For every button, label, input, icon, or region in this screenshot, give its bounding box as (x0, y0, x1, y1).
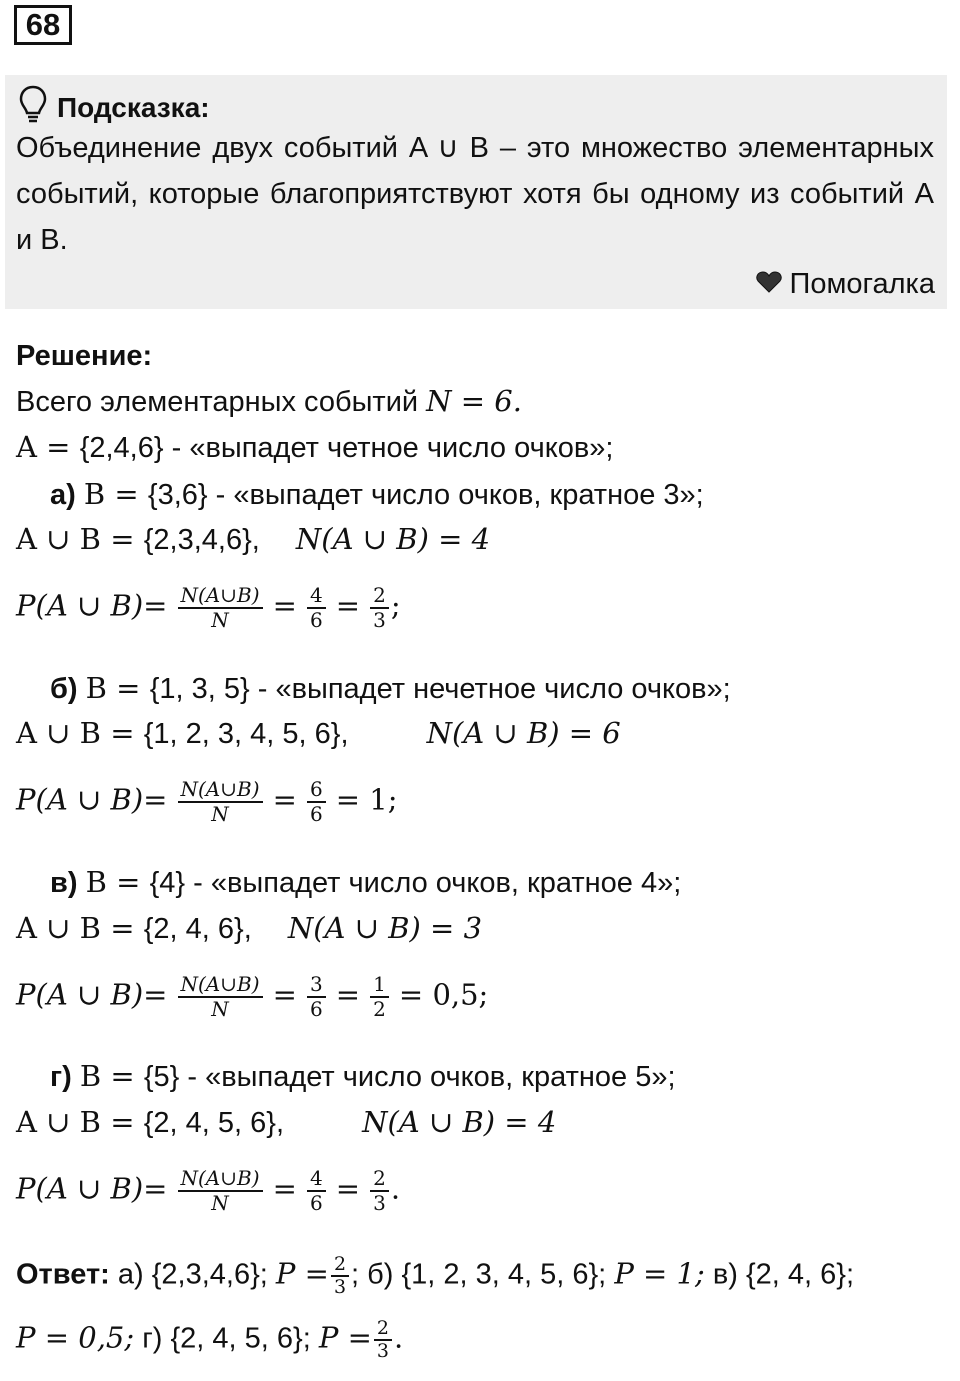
equals: = (272, 782, 297, 817)
answer-line-1 (16, 1254, 854, 1298)
lightbulb-icon (19, 85, 47, 130)
part-b-prob-line (16, 778, 398, 826)
frac-numerator: N(A∪B) (178, 1167, 263, 1192)
frac-denominator: N (211, 608, 229, 632)
frac-denominator: 6 (309, 1191, 323, 1215)
frac-numerator: N(A∪B) (178, 973, 263, 998)
part-a-fraction-formula (178, 584, 263, 632)
equals: = (272, 1171, 297, 1206)
part-d-union-set: {2, 4, 5, 6}, (143, 1107, 285, 1139)
part-b-fraction-value1 (307, 778, 326, 826)
part-b-prob-prefix: P(A ∪ B)= (16, 782, 168, 817)
frac-numerator: 2 (374, 1318, 392, 1341)
part-c-count: N(A ∪ B) = 3 (287, 911, 483, 945)
hint-text: Объединение двух событий A ∪ B – это множество элементарных событий, которые благоприятствуют хотя бы одному из событий A и B. (16, 132, 934, 256)
part-b-b-formula: B = (85, 671, 150, 705)
answer-d: г) {2, 4, 5, 6}; (134, 1322, 311, 1355)
frac-denominator: 6 (309, 608, 323, 632)
total-prefix: Всего элементарных событий (16, 386, 419, 418)
part-a-prob-line (16, 584, 401, 632)
part-b-union-formula: A ∪ B = (16, 716, 144, 750)
tail: = 1; (335, 782, 398, 817)
frac-denominator: 6 (309, 997, 323, 1021)
part-c-prob-prefix: P(A ∪ B)= (16, 977, 168, 1012)
hint-title-text: Подсказка: (57, 91, 210, 123)
frac-numerator: N(A∪B) (178, 584, 263, 609)
answer-b: ; б) {1, 2, 3, 4, 5, 6}; (351, 1258, 607, 1291)
set-a-line (16, 430, 613, 465)
part-c-b-formula: B = (85, 865, 150, 899)
frac-numerator: 6 (307, 778, 326, 803)
part-d-union-formula: A ∪ B = (16, 1105, 144, 1139)
frac-numerator: 2 (370, 584, 389, 609)
answer-a: а) {2,3,4,6}; (117, 1258, 268, 1291)
part-a-prob-prefix: P(A ∪ B)= (16, 588, 168, 623)
heart-icon (756, 268, 782, 301)
total-formula: N = 6. (426, 384, 522, 418)
set-a-text: {2,4,6} - «выпадет четное число очков»; (79, 432, 614, 464)
frac-numerator: 1 (370, 973, 389, 998)
part-d-union-line (16, 1105, 556, 1140)
frac-denominator: N (211, 997, 229, 1021)
part-d-b-line (50, 1059, 676, 1094)
part-d-fraction-value1 (307, 1167, 326, 1215)
answer-a-fraction (331, 1254, 349, 1298)
answer-d-fraction (374, 1318, 392, 1362)
part-c-b-line (50, 865, 681, 900)
part-a-union-set: {2,3,4,6}, (143, 524, 260, 556)
tail: . (390, 1171, 401, 1206)
helper-label: Помогалка (789, 268, 935, 300)
frac-numerator: 4 (307, 584, 326, 609)
equals: = (335, 977, 361, 1012)
equals: = (335, 588, 361, 623)
tail: ; (390, 588, 401, 623)
answer-d-tail: . (393, 1320, 404, 1355)
frac-denominator: 3 (333, 1276, 347, 1298)
part-a-union-line (16, 522, 490, 557)
answer-c: в) {2, 4, 6}; (704, 1258, 855, 1291)
tail: = 0,5; (398, 977, 489, 1012)
frac-numerator: N(A∪B) (178, 778, 263, 803)
part-c-union-set: {2, 4, 6}, (143, 913, 252, 945)
part-c-fraction-formula (178, 973, 263, 1021)
part-b-union-line (16, 716, 621, 751)
answer-line-2 (16, 1318, 403, 1362)
part-c-b-text: {4} - «выпадет число очков, кратное 4»; (149, 867, 682, 899)
answer-label: Ответ: (16, 1258, 110, 1291)
frac-denominator: N (211, 1191, 229, 1215)
part-d-prob-prefix: P(A ∪ B)= (16, 1171, 168, 1206)
part-d-b-formula: B = (79, 1059, 144, 1093)
part-a-b-text: {3,6} - «выпадет число очков, кратное 3»; (147, 479, 704, 511)
part-b-union-set: {1, 2, 3, 4, 5, 6}, (143, 718, 349, 750)
part-a-b-line (50, 477, 704, 512)
part-a-b-formula: B = (83, 477, 148, 511)
part-a-label: а) (50, 479, 76, 511)
answer-c-p: P = 0,5; (16, 1320, 135, 1355)
equals: = (272, 977, 297, 1012)
part-b-b-line (50, 671, 731, 706)
part-a-count: N(A ∪ B) = 4 (295, 522, 491, 556)
frac-denominator: 3 (373, 608, 386, 632)
answer-a-p: P = (275, 1256, 329, 1291)
part-c-fraction-value2 (370, 973, 389, 1021)
part-a-union-formula: A ∪ B = (16, 522, 144, 556)
part-c-fraction-value1 (307, 973, 326, 1021)
part-c-union-formula: A ∪ B = (16, 911, 144, 945)
part-d-prob-line (16, 1167, 400, 1215)
part-d-fraction-value2 (370, 1167, 389, 1215)
frac-denominator: 3 (376, 1340, 389, 1362)
part-c-prob-line (16, 973, 488, 1021)
part-b-label: б) (50, 673, 78, 705)
part-d-label: г) (50, 1061, 72, 1093)
frac-numerator: 2 (331, 1254, 349, 1277)
part-b-count: N(A ∪ B) = 6 (426, 716, 621, 750)
frac-denominator: 3 (373, 1191, 386, 1215)
hint-title (19, 85, 210, 130)
part-a-fraction-value1 (307, 584, 326, 632)
frac-denominator: 2 (373, 997, 386, 1021)
frac-numerator: 2 (370, 1167, 389, 1192)
frac-denominator: 6 (309, 802, 323, 826)
part-c-label: в) (50, 867, 78, 899)
total-line (16, 384, 522, 419)
hint-box (5, 75, 947, 309)
part-b-b-text: {1, 3, 5} - «выпадет нечетное число очков»; (149, 673, 731, 705)
equals: = (272, 588, 297, 623)
frac-numerator: 4 (307, 1167, 326, 1192)
part-d-fraction-formula (178, 1167, 263, 1215)
frac-denominator: N (211, 802, 229, 826)
part-d-count: N(A ∪ B) = 4 (362, 1105, 557, 1139)
part-b-fraction-formula (178, 778, 263, 826)
frac-numerator: 3 (307, 973, 326, 998)
part-a-fraction-value2 (370, 584, 389, 632)
helper-credit (756, 268, 935, 301)
solution-title: Решение: (16, 340, 153, 372)
equals: = (335, 1171, 361, 1206)
set-a-formula: A = (16, 430, 80, 464)
answer-b-p: P = 1; (614, 1256, 705, 1291)
part-d-b-text: {5} - «выпадет число очков, кратное 5»; (143, 1061, 676, 1093)
problem-number: 68 (14, 5, 72, 45)
answer-d-p: P = (318, 1320, 372, 1355)
part-c-union-line (16, 911, 482, 946)
